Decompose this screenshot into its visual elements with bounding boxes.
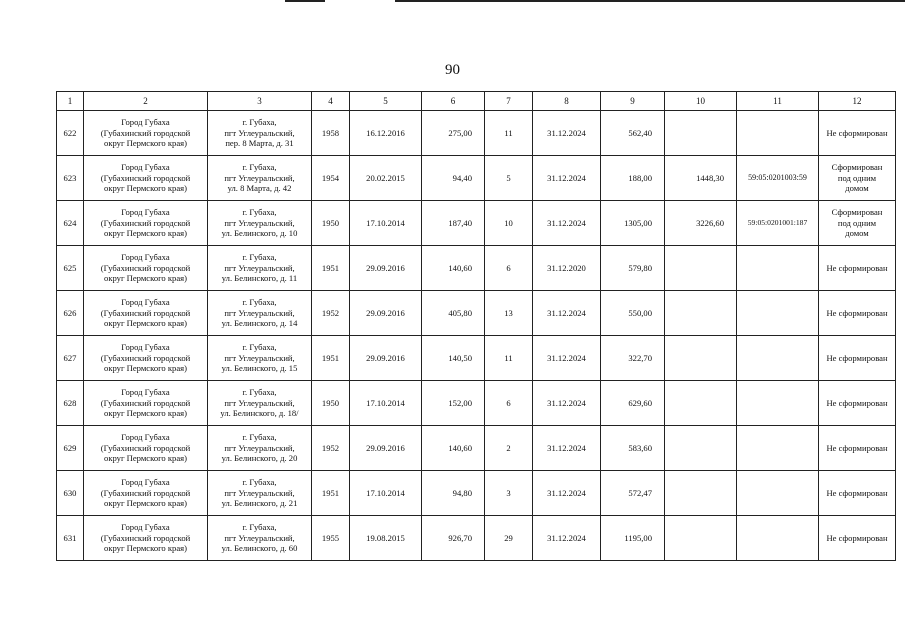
table-row <box>57 471 896 516</box>
deadline-cell: 31.12.2024 <box>533 336 601 381</box>
housing-table <box>56 91 896 561</box>
area-cell: 275,00 <box>422 111 485 156</box>
column-header: 6 <box>422 92 485 111</box>
address-cell <box>208 156 312 201</box>
cell-line: пгт Углеуральский, <box>224 262 295 273</box>
cell-line: округ Пермского края) <box>104 408 187 419</box>
residents-cell: 6 <box>485 246 533 291</box>
area-cell: 187,40 <box>422 201 485 246</box>
cell-line: округ Пермского края) <box>104 453 187 464</box>
total-area-cell: 188,00 <box>601 156 665 201</box>
address-cell <box>208 426 312 471</box>
land-area-cell <box>665 291 737 336</box>
cadastre-cell: 59:05:0201003:59 <box>737 156 819 201</box>
cell-line: ул. Белинского, д. 15 <box>221 363 298 374</box>
cell-line: (Губахинский городской <box>100 262 191 273</box>
land-status-cell <box>819 381 896 426</box>
cell-line: пгт Углеуральский, <box>224 127 295 138</box>
recognition-date-cell: 19.08.2015 <box>350 516 422 561</box>
cell-line: пгт Углеуральский, <box>224 487 295 498</box>
cell-line: ул. Белинского, д. 20 <box>221 453 298 464</box>
table-row <box>57 201 896 246</box>
address-cell <box>208 471 312 516</box>
cell-line: пер. 8 Марта, д. 31 <box>225 138 294 149</box>
table-row <box>57 381 896 426</box>
cell-line: г. Губаха, <box>242 297 277 308</box>
address-cell <box>208 381 312 426</box>
table-body <box>57 111 896 561</box>
land-status-cell <box>819 156 896 201</box>
total-area-cell: 1305,00 <box>601 201 665 246</box>
column-header: 8 <box>533 92 601 111</box>
table-row <box>57 426 896 471</box>
cell-line: Не сформирован <box>826 487 888 498</box>
deadline-cell: 31.12.2024 <box>533 291 601 336</box>
cell-line: ул. Белинского, д. 10 <box>221 228 298 239</box>
area-cell: 926,70 <box>422 516 485 561</box>
row-number-cell: 628 <box>57 381 84 426</box>
recognition-date-cell: 29.09.2016 <box>350 291 422 336</box>
cell-line: г. Губаха, <box>242 252 277 263</box>
cadastre-cell <box>737 246 819 291</box>
area-cell: 140,60 <box>422 426 485 471</box>
cell-line: домом <box>845 228 869 239</box>
land-status-cell <box>819 111 896 156</box>
land-area-cell <box>665 426 737 471</box>
total-area-cell: 562,40 <box>601 111 665 156</box>
recognition-date-cell: 17.10.2014 <box>350 471 422 516</box>
column-header: 3 <box>208 92 312 111</box>
cell-line: Город Губаха <box>121 387 170 398</box>
cell-line: Сформирован <box>831 207 883 218</box>
deadline-cell: 31.12.2024 <box>533 156 601 201</box>
residents-cell: 6 <box>485 381 533 426</box>
column-header: 2 <box>84 92 208 111</box>
table-row <box>57 246 896 291</box>
cadastre-cell <box>737 111 819 156</box>
land-status-cell <box>819 426 896 471</box>
build-year-cell: 1951 <box>312 471 350 516</box>
residents-cell: 13 <box>485 291 533 336</box>
row-number-cell: 631 <box>57 516 84 561</box>
residents-cell: 11 <box>485 336 533 381</box>
cell-line: пгт Углеуральский, <box>224 307 295 318</box>
cell-line: Город Губаха <box>121 252 170 263</box>
cell-line: округ Пермского края) <box>104 228 187 239</box>
total-area-cell: 322,70 <box>601 336 665 381</box>
cell-line: Город Губаха <box>121 522 170 533</box>
deadline-cell: 31.12.2020 <box>533 246 601 291</box>
total-area-cell: 572,47 <box>601 471 665 516</box>
recognition-date-cell: 17.10.2014 <box>350 381 422 426</box>
deadline-cell: 31.12.2024 <box>533 201 601 246</box>
header-row <box>57 92 896 111</box>
municipality-cell <box>84 336 208 381</box>
total-area-cell: 1195,00 <box>601 516 665 561</box>
land-status-cell <box>819 246 896 291</box>
scan-edge-line <box>285 0 325 2</box>
cell-line: (Губахинский городской <box>100 307 191 318</box>
land-area-cell: 3226,60 <box>665 201 737 246</box>
page-number: 90 <box>445 62 460 78</box>
area-cell: 152,00 <box>422 381 485 426</box>
land-area-cell <box>665 336 737 381</box>
area-cell: 94,40 <box>422 156 485 201</box>
land-area-cell <box>665 516 737 561</box>
residents-cell: 3 <box>485 471 533 516</box>
cell-line: ул. Белинского, д. 18/ <box>220 408 299 419</box>
cell-line: Не сформирован <box>826 307 888 318</box>
cell-line: Не сформирован <box>826 127 888 138</box>
cell-line: (Губахинский городской <box>100 172 191 183</box>
address-cell <box>208 111 312 156</box>
cell-line: пгт Углеуральский, <box>224 397 295 408</box>
deadline-cell: 31.12.2024 <box>533 516 601 561</box>
deadline-cell: 31.12.2024 <box>533 381 601 426</box>
municipality-cell <box>84 381 208 426</box>
cell-line: (Губахинский городской <box>100 487 191 498</box>
build-year-cell: 1951 <box>312 246 350 291</box>
cell-line: Не сформирован <box>826 262 888 273</box>
total-area-cell: 583,60 <box>601 426 665 471</box>
build-year-cell: 1952 <box>312 291 350 336</box>
row-number-cell: 625 <box>57 246 84 291</box>
municipality-cell <box>84 201 208 246</box>
build-year-cell: 1955 <box>312 516 350 561</box>
address-cell <box>208 516 312 561</box>
land-status-cell <box>819 291 896 336</box>
residents-cell: 5 <box>485 156 533 201</box>
column-header: 9 <box>601 92 665 111</box>
cell-line: г. Губаха, <box>242 432 277 443</box>
deadline-cell: 31.12.2024 <box>533 471 601 516</box>
address-cell <box>208 246 312 291</box>
cell-line: Не сформирован <box>826 397 888 408</box>
build-year-cell: 1951 <box>312 336 350 381</box>
cell-line: (Губахинский городской <box>100 127 191 138</box>
table-row <box>57 156 896 201</box>
residents-cell: 11 <box>485 111 533 156</box>
cell-line: пгт Углеуральский, <box>224 172 295 183</box>
recognition-date-cell: 16.12.2016 <box>350 111 422 156</box>
cell-line: Не сформирован <box>826 532 888 543</box>
land-area-cell <box>665 381 737 426</box>
municipality-cell <box>84 516 208 561</box>
column-header: 12 <box>819 92 896 111</box>
cell-line: Город Губаха <box>121 477 170 488</box>
cell-line: Город Губаха <box>121 207 170 218</box>
column-header: 7 <box>485 92 533 111</box>
scan-edge-line <box>395 0 905 2</box>
cell-line: Сформирован <box>831 162 883 173</box>
cell-line: г. Губаха, <box>242 207 277 218</box>
column-header: 11 <box>737 92 819 111</box>
recognition-date-cell: 29.09.2016 <box>350 246 422 291</box>
municipality-cell <box>84 426 208 471</box>
land-status-cell <box>819 336 896 381</box>
row-number-cell: 626 <box>57 291 84 336</box>
cell-line: пгт Углеуральский, <box>224 217 295 228</box>
cell-line: округ Пермского края) <box>104 273 187 284</box>
row-number-cell: 623 <box>57 156 84 201</box>
cadastre-cell <box>737 381 819 426</box>
cell-line: ул. Белинского, д. 60 <box>221 543 298 554</box>
cell-line: (Губахинский городской <box>100 397 191 408</box>
build-year-cell: 1950 <box>312 381 350 426</box>
municipality-cell <box>84 291 208 336</box>
cadastre-cell <box>737 336 819 381</box>
column-header: 4 <box>312 92 350 111</box>
cell-line: г. Губаха, <box>242 162 277 173</box>
cell-line: (Губахинский городской <box>100 352 191 363</box>
land-status-cell <box>819 516 896 561</box>
row-number-cell: 627 <box>57 336 84 381</box>
cadastre-cell <box>737 516 819 561</box>
municipality-cell <box>84 471 208 516</box>
cadastre-cell <box>737 426 819 471</box>
cell-line: округ Пермского края) <box>104 363 187 374</box>
cell-line: Город Губаха <box>121 117 170 128</box>
cadastre-cell: 59:05:0201001:187 <box>737 201 819 246</box>
row-number-cell: 624 <box>57 201 84 246</box>
land-area-cell <box>665 471 737 516</box>
row-number-cell: 622 <box>57 111 84 156</box>
table-row <box>57 111 896 156</box>
residents-cell: 29 <box>485 516 533 561</box>
land-area-cell <box>665 111 737 156</box>
municipality-cell <box>84 111 208 156</box>
area-cell: 405,80 <box>422 291 485 336</box>
land-area-cell: 1448,30 <box>665 156 737 201</box>
column-header: 1 <box>57 92 84 111</box>
total-area-cell: 579,80 <box>601 246 665 291</box>
cell-line: пгт Углеуральский, <box>224 532 295 543</box>
cell-line: Не сформирован <box>826 442 888 453</box>
cell-line: (Губахинский городской <box>100 217 191 228</box>
deadline-cell: 31.12.2024 <box>533 426 601 471</box>
cell-line: г. Губаха, <box>242 117 277 128</box>
residents-cell: 10 <box>485 201 533 246</box>
row-number-cell: 629 <box>57 426 84 471</box>
cell-line: ул. 8 Марта, д. 42 <box>227 183 292 194</box>
build-year-cell: 1952 <box>312 426 350 471</box>
cadastre-cell <box>737 471 819 516</box>
cell-line: домом <box>845 183 869 194</box>
address-cell <box>208 336 312 381</box>
recognition-date-cell: 29.09.2016 <box>350 336 422 381</box>
cell-line: округ Пермского края) <box>104 498 187 509</box>
cell-line: г. Губаха, <box>242 522 277 533</box>
recognition-date-cell: 20.02.2015 <box>350 156 422 201</box>
column-header: 10 <box>665 92 737 111</box>
build-year-cell: 1958 <box>312 111 350 156</box>
cell-line: округ Пермского края) <box>104 543 187 554</box>
cell-line: под одним <box>837 172 877 183</box>
total-area-cell: 629,60 <box>601 381 665 426</box>
land-status-cell <box>819 471 896 516</box>
area-cell: 140,50 <box>422 336 485 381</box>
table-row <box>57 336 896 381</box>
deadline-cell: 31.12.2024 <box>533 111 601 156</box>
cell-line: Город Губаха <box>121 297 170 308</box>
build-year-cell: 1954 <box>312 156 350 201</box>
address-cell <box>208 291 312 336</box>
land-status-cell <box>819 201 896 246</box>
cell-line: г. Губаха, <box>242 342 277 353</box>
cell-line: (Губахинский городской <box>100 532 191 543</box>
cell-line: Город Губаха <box>121 342 170 353</box>
recognition-date-cell: 17.10.2014 <box>350 201 422 246</box>
build-year-cell: 1950 <box>312 201 350 246</box>
cell-line: округ Пермского края) <box>104 318 187 329</box>
cadastre-cell <box>737 291 819 336</box>
cell-line: ул. Белинского, д. 14 <box>221 318 298 329</box>
cell-line: пгт Углеуральский, <box>224 352 295 363</box>
cell-line: Не сформирован <box>826 352 888 363</box>
cell-line: г. Губаха, <box>242 387 277 398</box>
cell-line: пгт Углеуральский, <box>224 442 295 453</box>
cell-line: округ Пермского края) <box>104 138 187 149</box>
cell-line: ул. Белинского, д. 11 <box>221 273 298 284</box>
address-cell <box>208 201 312 246</box>
table-row <box>57 291 896 336</box>
cell-line: (Губахинский городской <box>100 442 191 453</box>
row-number-cell: 630 <box>57 471 84 516</box>
column-header: 5 <box>350 92 422 111</box>
cell-line: под одним <box>837 217 877 228</box>
table-row <box>57 516 896 561</box>
cell-line: Город Губаха <box>121 162 170 173</box>
area-cell: 94,80 <box>422 471 485 516</box>
cell-line: Город Губаха <box>121 432 170 443</box>
municipality-cell <box>84 246 208 291</box>
cell-line: округ Пермского края) <box>104 183 187 194</box>
total-area-cell: 550,00 <box>601 291 665 336</box>
recognition-date-cell: 29.09.2016 <box>350 426 422 471</box>
residents-cell: 2 <box>485 426 533 471</box>
municipality-cell <box>84 156 208 201</box>
area-cell: 140,60 <box>422 246 485 291</box>
cell-line: ул. Белинского, д. 21 <box>221 498 298 509</box>
cell-line: г. Губаха, <box>242 477 277 488</box>
land-area-cell <box>665 246 737 291</box>
